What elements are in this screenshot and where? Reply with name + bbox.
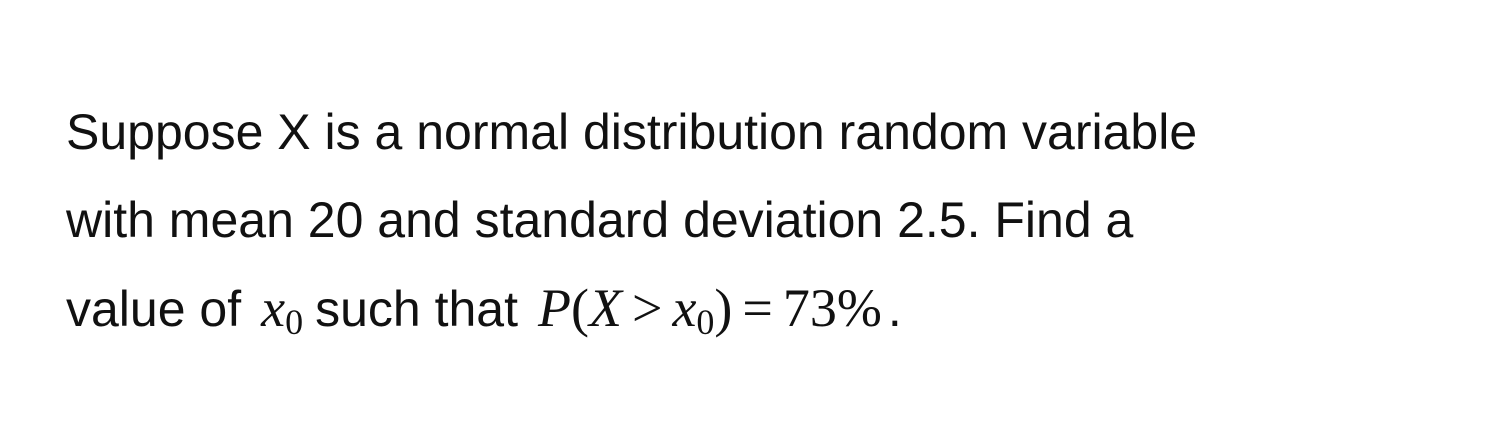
question-line-1: Suppose X is a normal distribution random variable	[66, 104, 1198, 160]
question-line-3	[66, 264, 1466, 352]
prob-threshold-name: x	[672, 278, 697, 338]
variable-x0	[241, 278, 315, 342]
probability-expression	[518, 278, 888, 342]
question-line-3-suffix: .	[887, 281, 902, 337]
prob-random-variable: X	[588, 278, 622, 338]
question-line-3-prefix: value of	[66, 281, 242, 337]
prob-symbol: P	[538, 278, 571, 338]
variable-x0-subscript: 0	[285, 302, 304, 342]
prob-open-paren: (	[571, 278, 589, 338]
prob-threshold-subscript: 0	[696, 302, 715, 342]
question-line-3-middle: such that	[315, 281, 518, 337]
variable-x0-name: x	[261, 278, 286, 338]
prob-close-paren: )	[714, 278, 733, 338]
question-text	[66, 88, 1466, 352]
question-line-2: with mean 20 and standard deviation 2.5. Find a	[66, 192, 1134, 248]
prob-equals: =	[742, 278, 773, 338]
prob-greater-than: >	[631, 278, 663, 338]
prob-value: 73%	[782, 278, 882, 338]
